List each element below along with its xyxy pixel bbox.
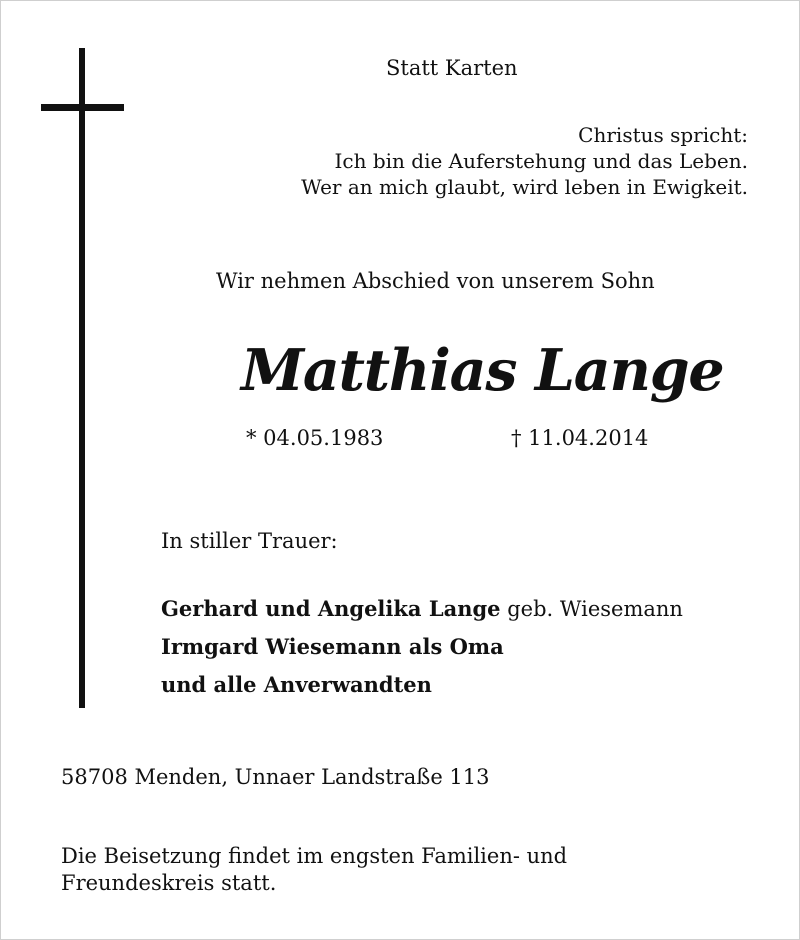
grandmother-line: Irmgard Wiesemann als Oma [161, 634, 504, 659]
funeral-note-line-2: Freundeskreis statt. [61, 871, 277, 895]
death-date: † 11.04.2014 [511, 426, 649, 450]
mourners-list [161, 590, 683, 704]
quote-line-2: Wer an mich glaubt, wird leben in Ewigkeit. [301, 175, 748, 199]
cross-icon-horizontal-bar [41, 104, 124, 111]
quote-line-1: Ich bin die Auferstehung und das Leben. [334, 149, 748, 173]
maiden-name-note: geb. Wiesemann [507, 597, 683, 621]
family-address: 58708 Menden, Unnaer Landstraße 113 [61, 765, 490, 789]
relatives-line: und alle Anverwandten [161, 672, 432, 697]
cross-icon-vertical-bar [79, 48, 85, 708]
farewell-intro: Wir nehmen Abschied von unserem Sohn [216, 269, 655, 293]
deceased-name: Matthias Lange [241, 337, 724, 404]
parents-line [161, 590, 683, 628]
parents-names: Gerhard und Angelika Lange [161, 596, 501, 621]
statt-karten-heading: Statt Karten [386, 56, 518, 80]
funeral-note-line-1: Die Beisetzung findet im engsten Familien- und [61, 844, 568, 868]
mourning-label: In stiller Trauer: [161, 529, 338, 553]
quote-speaker: Christus spricht: [578, 123, 748, 147]
bible-quote [301, 122, 748, 200]
funeral-note [61, 843, 567, 897]
birth-date: * 04.05.1983 [246, 426, 384, 450]
